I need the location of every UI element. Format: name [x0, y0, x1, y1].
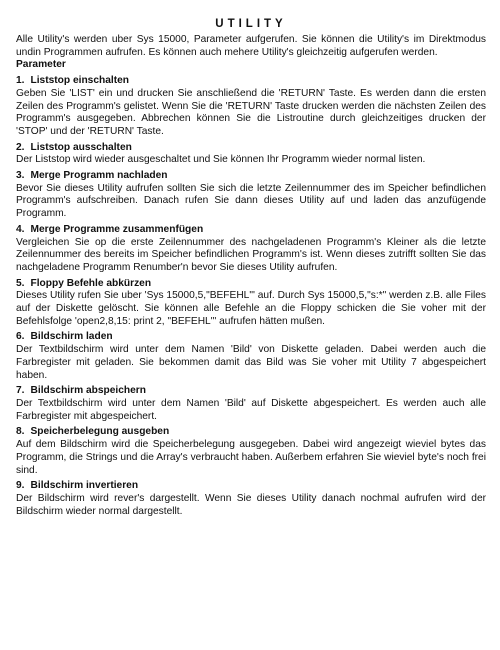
section-3: [16, 170, 486, 221]
section-heading: [16, 480, 486, 493]
section-heading: [16, 331, 486, 344]
section-title: Liststop einschalten: [30, 75, 129, 87]
section-heading: [16, 170, 486, 183]
section-text: Dieses Utility rufen Sie uber 'Sys 15000,5,"BEFEHL"' auf. Durch Sys 15000,5,"s:*" werden z.B. alle Files auf der Diskette gelöscht. Sie können alle Befehle an die Floppy schicken die Sie voher mit der Befehlsfolge 'open2,8,15: print 2, "BEFEHL"' aufrufen hätten mußen.: [16, 290, 486, 327]
section-6: [16, 331, 486, 382]
section-title: Bildschirm laden: [30, 331, 113, 343]
section-text: Der Textbildschirm wird unter dem Namen 'Bild' von Diskette geladen. Dabei werden auch die Farbregister mit geladen. Sie bekommen damit das Bild was Sie voher mit Utility 7 abgespeichert haben.: [16, 344, 486, 381]
section-heading: [16, 75, 486, 88]
section-title: Bildschirm invertieren: [30, 480, 139, 492]
section-4: [16, 224, 486, 275]
section-title: Merge Programm nachladen: [30, 170, 168, 182]
section-1: [16, 75, 486, 139]
section-number: 8.: [16, 426, 25, 438]
section-number: 7.: [16, 385, 25, 397]
section-text: Bevor Sie dieses Utility aufrufen sollten Sie sich die letzte Zeilennummer des im Speicher befindlichen Programm's aufschreiben. Danach rufen Sie dann dieses Utility auf und laden das anzufügende Programm.: [16, 182, 486, 220]
section-8: [16, 426, 486, 477]
section-number: 9.: [16, 480, 25, 492]
section-title: Bildschirm abspeichern: [30, 385, 146, 397]
section-number: 3.: [16, 170, 25, 182]
section-heading: [16, 426, 486, 439]
section-5: [16, 278, 486, 329]
section-title: Merge Programme zusammenfügen: [30, 223, 204, 235]
section-title: Floppy Befehle abkürzen: [30, 277, 152, 289]
section-9: [16, 480, 486, 518]
section-text: Geben Sie 'LIST' ein und drucken Sie anschließend die 'RETURN' Taste. Es werden dann die ersten Zeilen des Programm's gelistet. Wenn Sie die 'RETURN' Taste drucken werden die nächsten Zeilen des Programm's ausgegeben. Abbrechen können Sie die Listroutine durch gleichzeitiges drucken der 'STOP' und der 'RETURN' Taste.: [16, 87, 486, 137]
section-text: Auf dem Bildschirm wird die Speicherbelegung ausgegeben. Dabei wird angezeigt wieviel bytes das Programm, die Strings und die Array's verbraucht haben. Außerbem erfahren Sie wieviel byte's noch frei sind.: [16, 439, 486, 476]
section-heading: [16, 142, 486, 155]
section-text: Der Bildschirm wird rever's dargestellt. Wenn Sie dieses Utility danach nochmal aufrufen wird der Bildschirm wieder normal dargestellt.: [16, 492, 486, 517]
section-number: 5.: [16, 277, 25, 289]
page-title: UTILITY: [215, 18, 287, 30]
section-heading: [16, 385, 486, 398]
section-number: 6.: [16, 331, 25, 343]
section-text: Der Textbildschirm wird unter dem Namen 'Bild' auf Diskette abgespeichert. Es werden auch alle Farbregister mit abgespeichert.: [16, 397, 486, 422]
section-title: Liststop ausschalten: [30, 141, 132, 153]
section-7: [16, 385, 486, 423]
section-number: 1.: [16, 75, 25, 87]
section-text: Der Liststop wird wieder ausgeschaltet und Sie können Ihr Programm wieder normal listen.: [16, 154, 426, 166]
parameter-heading: Parameter: [16, 59, 66, 71]
section-2: [16, 142, 486, 167]
section-text: Vergleichen Sie op die erste Zeilennummer des nachgeladenen Programm's Kleiner als die letzte Zeilennummer des bereits im Speicher befindlichen Programm's ist. Wenn dieses zutrifft sollten Sie das nachgeladene Programm Renumber'n bevor Sie dieses Utility aufrufen.: [16, 236, 486, 273]
section-number: 2.: [16, 141, 25, 153]
intro-paragraph: Alle Utility's werden uber Sys 15000, Parameter aufgerufen. Sie können die Utility's im Direktmodus undin Programmen aufrufen. Es können auch mehere Utility's gleichzeitig aufgerufen werden.: [16, 34, 486, 58]
section-title: Speicherbelegung ausgeben: [30, 426, 170, 438]
section-number: 4.: [16, 223, 25, 235]
section-heading: [16, 224, 486, 237]
section-heading: [16, 278, 486, 291]
